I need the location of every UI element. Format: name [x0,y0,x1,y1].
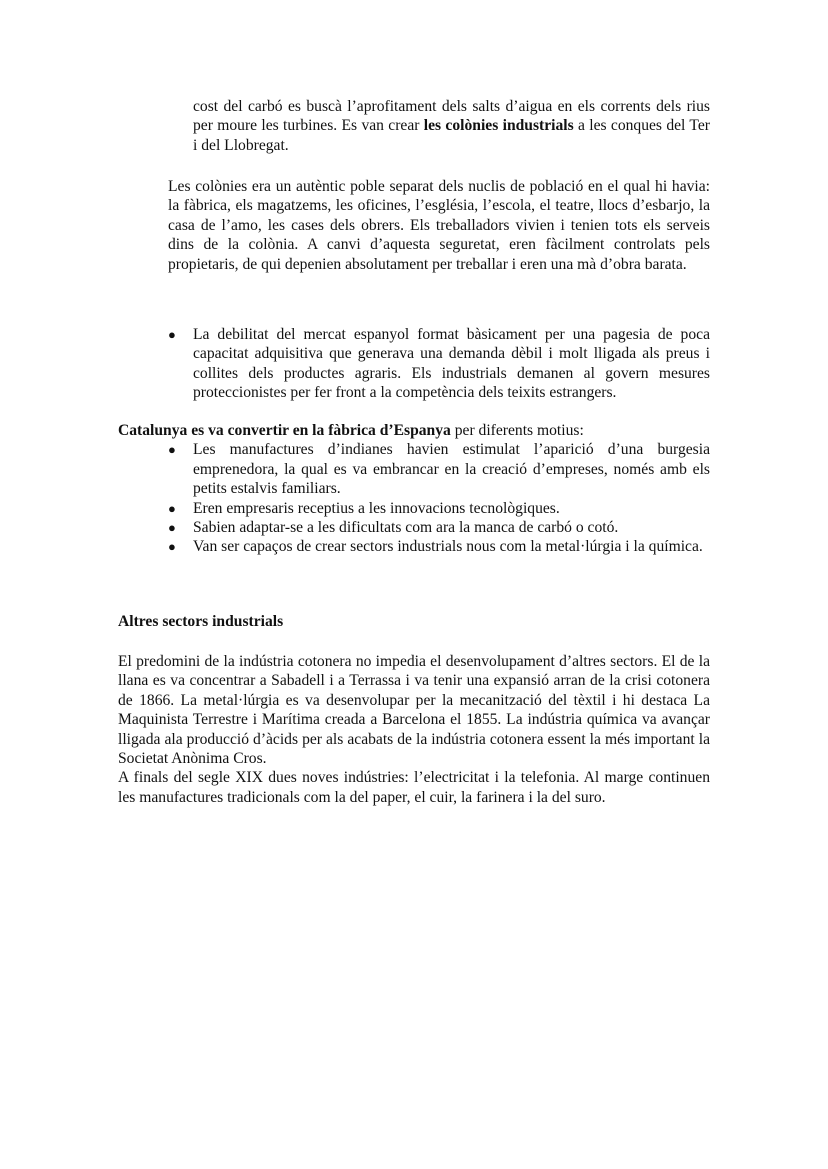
list-item [168,537,710,556]
paragraph: A finals del segle XIX dues noves indústries: l’electricitat i la telefonia. Al marge continuen les manufactures tradicionals com la del paper, el cuir, la farinera i la del suro. [118,769,710,806]
bullet-text: Les manufactures d’indianes havien estimulat l’aparició d’una burgesia emprenedora, la qual es va embrancar en la creació d’empreses, només amb els petits estalvis familiars. [193,441,710,498]
intro-continuation [193,97,710,155]
list-item [168,325,710,403]
bullet-text: Eren empresaris receptius a les innovacions tecnològiques. [193,499,560,517]
bullet-text: Van ser capaços de crear sectors industrials nous com la metal·lúrgia i la química. [193,538,703,556]
bullet-text: Sabien adaptar-se a les dificultats com ara la manca de carbó o cotó. [193,519,619,537]
bullet-icon: ● [168,442,176,458]
bullet-icon: ● [168,500,176,516]
paragraph: Les colònies era un autèntic poble separat dels nuclis de població en el qual hi havia: la fàbrica, els magatzems, les oficines, l’església, l’escola, el teatre, llocs d’esbarjo, la casa de l’amo, les cases dels obrers. Els treballadors vivien i tenien tots els serveis dins de la colònia. A canvi d’aquesta seguretat, eren fàcilment controlats pels propietaris, de qui depenien absolutament per treballar i eren una mà d’obra barata. [168,178,710,273]
bullet-icon: ● [168,327,176,342]
text: per diferents motius: [450,422,584,439]
bullet-icon: ● [168,520,176,536]
altres-heading-block [118,612,710,631]
market-bullet-list [168,325,710,403]
colonies-paragraph [168,177,710,274]
section-heading: Altres sectors industrials [118,613,284,630]
paragraph: El predomini de la indústria cotonera no impedia el desenvolupament d’altres sectors. El de la llana es va concentrar a Sabadell i a Terrassa i va tenir una expansió arran de la crisi cotonera de 1866. La metal·lúrgia es va desenvolupar per la mecanització del tèxtil i hi destaca La Maquinista Terrestre i Marítima creada a Barcelona el 1855. La indústria química va avançar lligada ala producció d’àcids per als acabats de la indústria cotonera essent la més important la Societat Anònima Cros. [118,653,710,768]
bullet-icon: ● [168,539,176,555]
bold-term: les colònies industrials [423,117,574,135]
list-item [168,440,710,498]
list-item [168,518,710,537]
text: a les conques del Ter i del Llobregat. [193,117,710,154]
bold-lead: Catalunya es va convertir en la fàbrica d’Espanya [118,422,451,439]
bullet-text: La debilitat del mercat espanyol format bàsicament per una pagesia de poca capacitat adquisitiva que generava una demanda dèbil i molt lligada als preus i collites dels productes agraris. Els industrials demanen al govern mesures proteccionistes per fer front a la competència dels teixits estrangers. [193,326,710,402]
list-item [168,499,710,518]
altres-section [118,652,710,807]
catalunya-section [118,421,710,557]
text: cost del carbó es buscà l’aprofitament dels salts d’aigua en els corrents dels rius per moure les turbines. Es van crear [193,98,710,135]
